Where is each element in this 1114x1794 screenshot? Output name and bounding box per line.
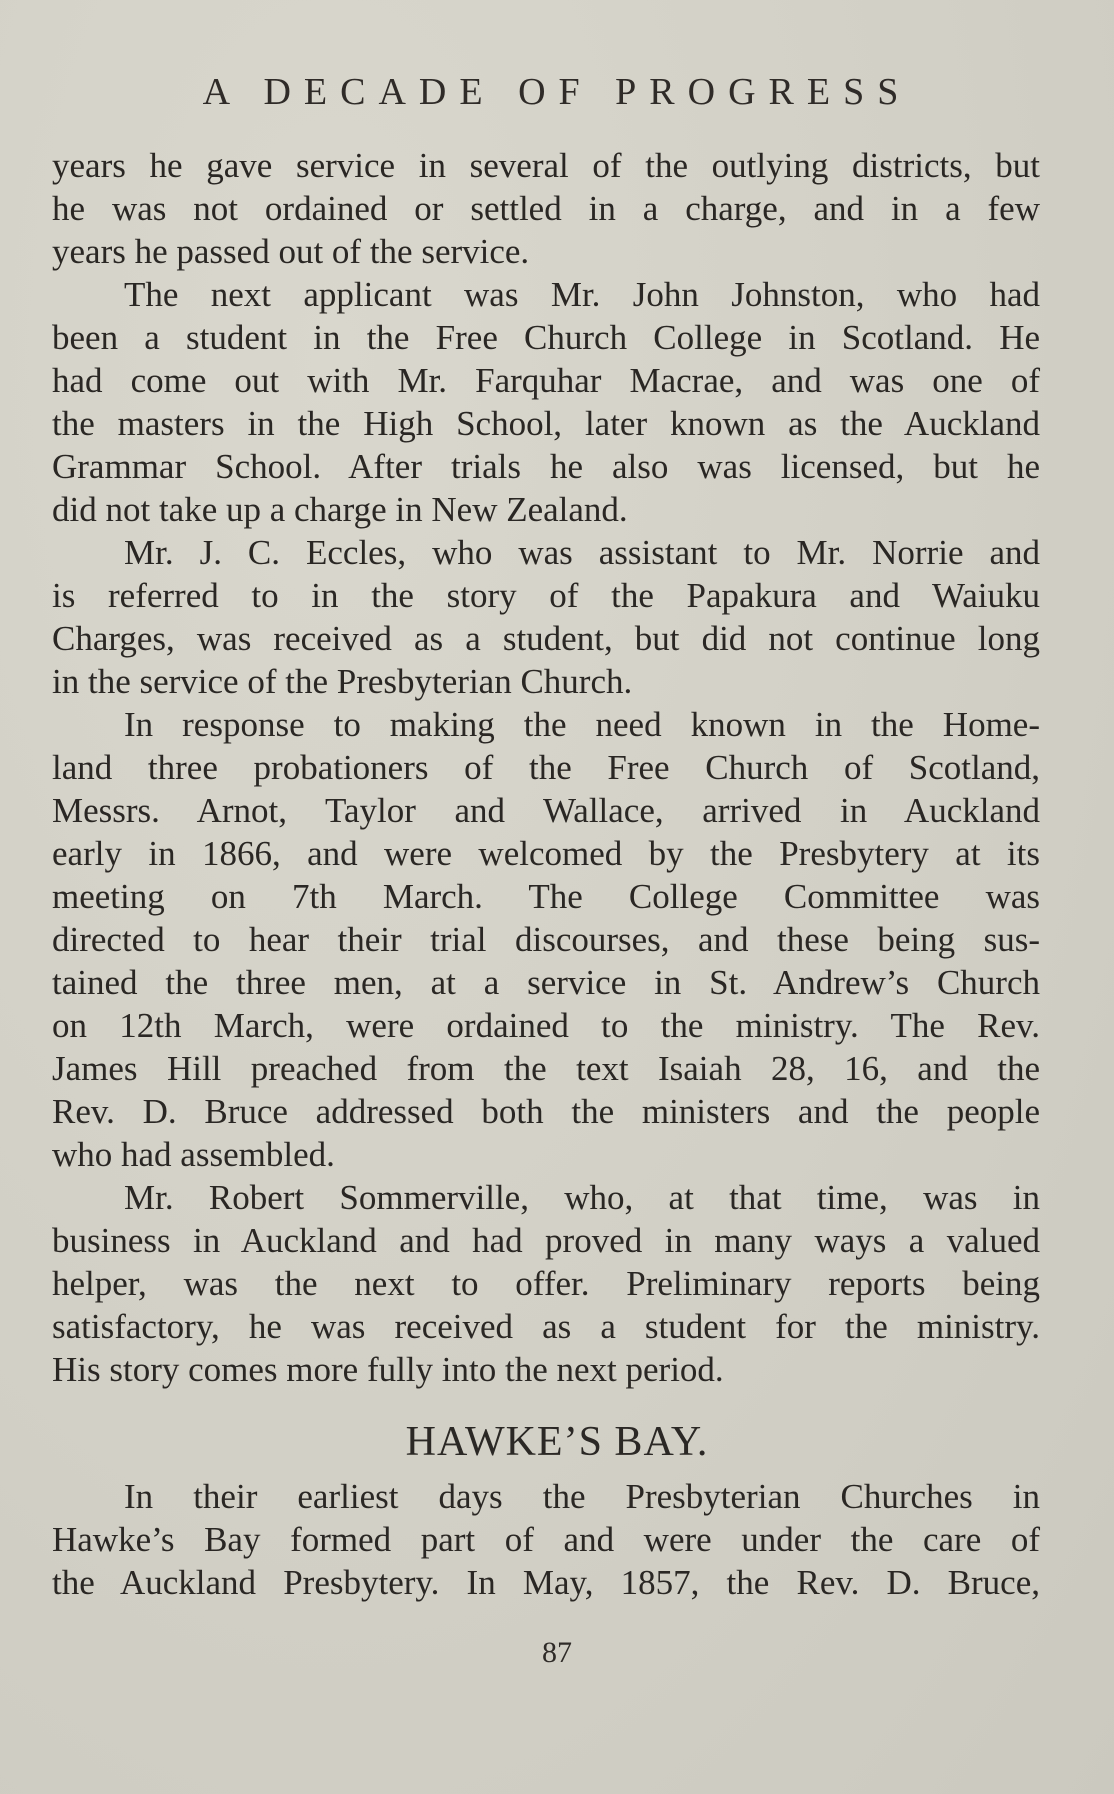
text-line: The next applicant was Mr. John Johnston, who had <box>124 275 1040 314</box>
text-line: years he passed out of the service. <box>52 232 530 271</box>
paragraph <box>52 531 1040 703</box>
text-line: is referred to in the story of the Papakura and Waiuku <box>52 576 1040 615</box>
text-line: Hawke’s Bay formed part of and were under the care of <box>52 1520 1040 1559</box>
text-line: satisfactory, he was received as a student for the ministry. <box>52 1307 1040 1346</box>
paragraph <box>52 1176 1040 1391</box>
text-line: In their earliest days the Presbyterian Churches in <box>124 1477 1040 1516</box>
section-heading: HAWKE’S BAY. <box>405 1419 709 1465</box>
body-text-top <box>52 144 1040 1391</box>
paragraph <box>52 144 1040 273</box>
text-line: had come out with Mr. Farquhar Macrae, and was one of <box>52 361 1040 400</box>
text-line: business in Auckland and had proved in many ways a valued <box>52 1221 1040 1260</box>
text-line: Messrs. Arnot, Taylor and Wallace, arrived in Auckland <box>52 791 1040 830</box>
body-text-bottom <box>52 1475 1040 1604</box>
running-head: A DECADE OF PROGRESS <box>202 71 912 113</box>
text-line: the Auckland Presbytery. In May, 1857, the Rev. D. Bruce, <box>52 1563 1040 1602</box>
text-line: Mr. J. C. Eccles, who was assistant to Mr. Norrie and <box>124 533 1040 572</box>
text-line: early in 1866, and were welcomed by the Presbytery at its <box>52 834 1040 873</box>
paragraph <box>52 273 1040 531</box>
text-line: James Hill preached from the text Isaiah 28, 16, and the <box>52 1049 1040 1088</box>
text-line: helper, was the next to offer. Preliminary reports being <box>52 1264 1040 1303</box>
text-line: been a student in the Free Church College in Scotland. He <box>52 318 1040 357</box>
text-line: years he gave service in several of the outlying districts, but <box>52 146 1040 185</box>
text-line: In response to making the need known in the Home- <box>124 705 1040 744</box>
text-line: tained the three men, at a service in St. Andrew’s Church <box>52 963 1040 1002</box>
text-line: in the service of the Presbyterian Church. <box>52 662 633 701</box>
text-line: meeting on 7th March. The College Committee was <box>52 877 1040 916</box>
text-line: who had assembled. <box>52 1135 335 1174</box>
text-line: the masters in the High School, later known as the Auckland <box>52 404 1040 443</box>
page-number: 87 <box>542 1636 572 1669</box>
text-line: he was not ordained or settled in a charge, and in a few <box>52 189 1040 228</box>
paragraph <box>52 703 1040 1176</box>
text-line: on 12th March, were ordained to the ministry. The Rev. <box>52 1006 1040 1045</box>
text-line: did not take up a charge in New Zealand. <box>52 490 628 529</box>
text-line: directed to hear their trial discourses, and these being sus- <box>52 920 1040 959</box>
text-line: Charges, was received as a student, but did not continue long <box>52 619 1040 658</box>
text-line: His story comes more fully into the next period. <box>52 1350 724 1389</box>
text-line: Mr. Robert Sommerville, who, at that time, was in <box>124 1178 1040 1217</box>
text-line: Rev. D. Bruce addressed both the ministers and the people <box>52 1092 1040 1131</box>
text-line: land three probationers of the Free Church of Scotland, <box>52 748 1040 787</box>
text-line: Grammar School. After trials he also was licensed, but he <box>52 447 1040 486</box>
paragraph <box>52 1475 1040 1604</box>
